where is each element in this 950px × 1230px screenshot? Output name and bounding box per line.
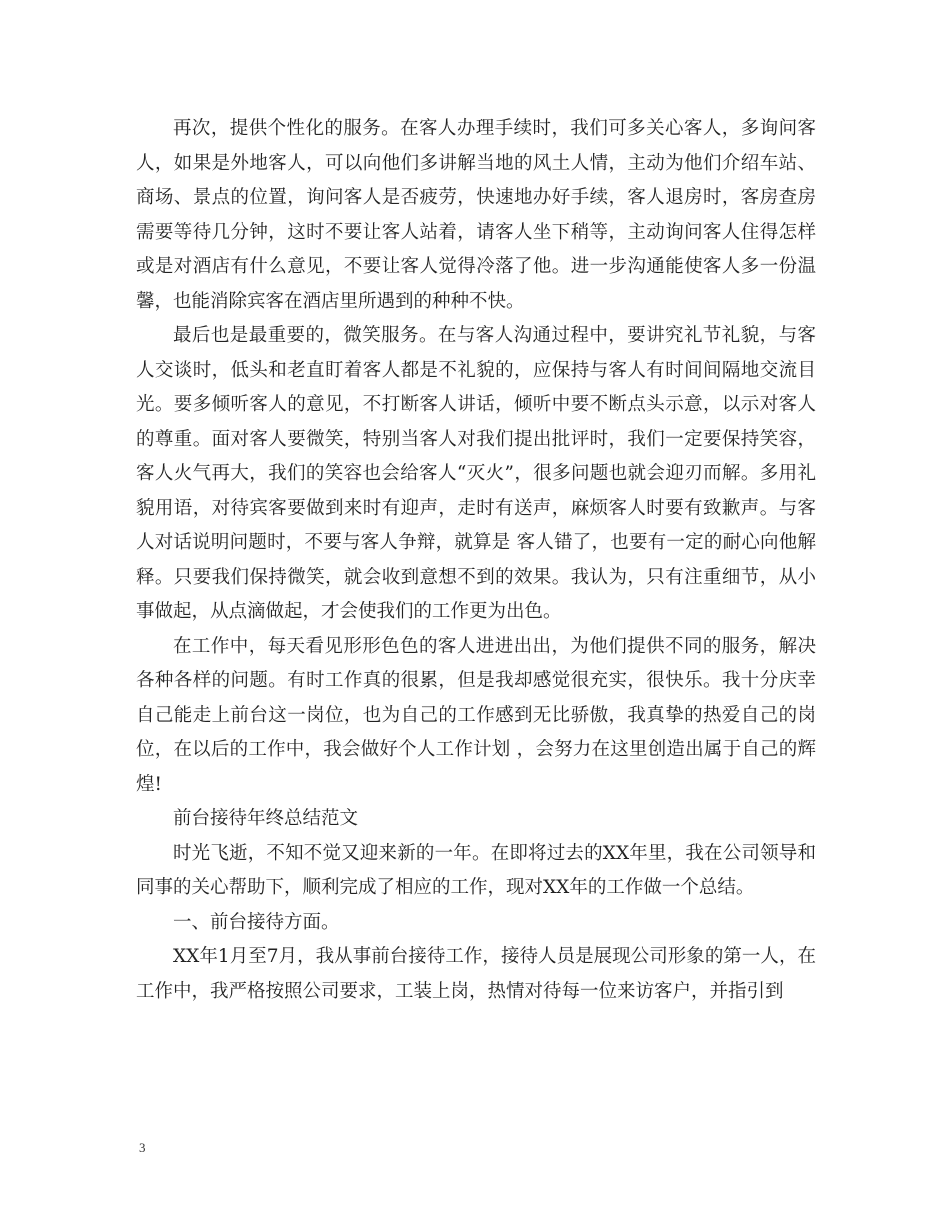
paragraph-intro: 时光飞逝，不知不觉又迎来新的一年。在即将过去的XX年里，我在公司领导和同事的关心帮助下，顺利完成了相应的工作，现对XX年的工作做一个总结。 xyxy=(136,842,816,898)
document-title: 前台接待年终总结范文 xyxy=(173,808,359,829)
section-heading: 一、前台接待方面。 xyxy=(173,911,340,933)
paragraph-work-reflection: 在工作中，每天看见形形色色的客人进进出出，为他们提供不同的服务，解决各种各样的问题。有时工作真的很累，但是我却感觉很充实，很快乐。我十分庆幸自己能走上前台这一岗位，也为自己的工作感到无比骄傲，我真挚的热爱自己的岗位，在以后的工作中，我会做好个人工作计划 ，会努力在这里创造出属于自己的辉煌! xyxy=(136,635,816,795)
document-body xyxy=(136,112,816,1009)
page-number: 3 xyxy=(139,1140,146,1155)
paragraph-smile-service: 最后也是最重要的，微笑服务。在与客人沟通过程中，要讲究礼节礼貌，与客人交谈时，低头和老直盯着客人都是不礼貌的，应保持与客人有时间间隔地交流目光。要多倾听客人的意见，不打断客人讲话，倾听中要不断点头示意，以示对客人的尊重。面对客人要微笑，特别当客人对我们提出批评时，我们一定要保持笑容，客人火气再大，我们的笑容也会给客人“灭火”，很多问题也就会迎刃而解。多用礼貌用语，对待宾客要做到来时有迎声，走时有送声，麻烦客人时要有致歉声。与客人对话说明问题时，不要与客人争辩，就算是 客人错了，也要有一定的耐心向他解释。只要我们保持微笑，就会收到意想不到的效果。我认为，只有注重细节，从小事做起，从点滴做起，才会使我们的工作更为出色。 xyxy=(136,325,816,622)
paragraph-reception-work: XX年1月至7月，我从事前台接待工作，接待人员是展现公司形象的第一人，在工作中，我严格按照公司要求，工装上岗，热情对待每一位来访客户，并指引到 xyxy=(136,946,816,1002)
paragraph-personalized-service: 再次，提供个性化的服务。在客人办理手续时，我们可多关心客人，多询问客人，如果是外地客人，可以向他们多讲解当地的风土人情，主动为他们介绍车站、商场、景点的位置，询问客人是否疲劳，快速地办好手续，客人退房时，客房查房需要等待几分钟，这时不要让客人站着，请客人坐下稍等，主动询问客人住得怎样或是对酒店有什么意见，不要让客人觉得冷落了他。进一步沟通能使客人多一份温馨，也能消除宾客在酒店里所遇到的种种不快。 xyxy=(136,118,816,312)
